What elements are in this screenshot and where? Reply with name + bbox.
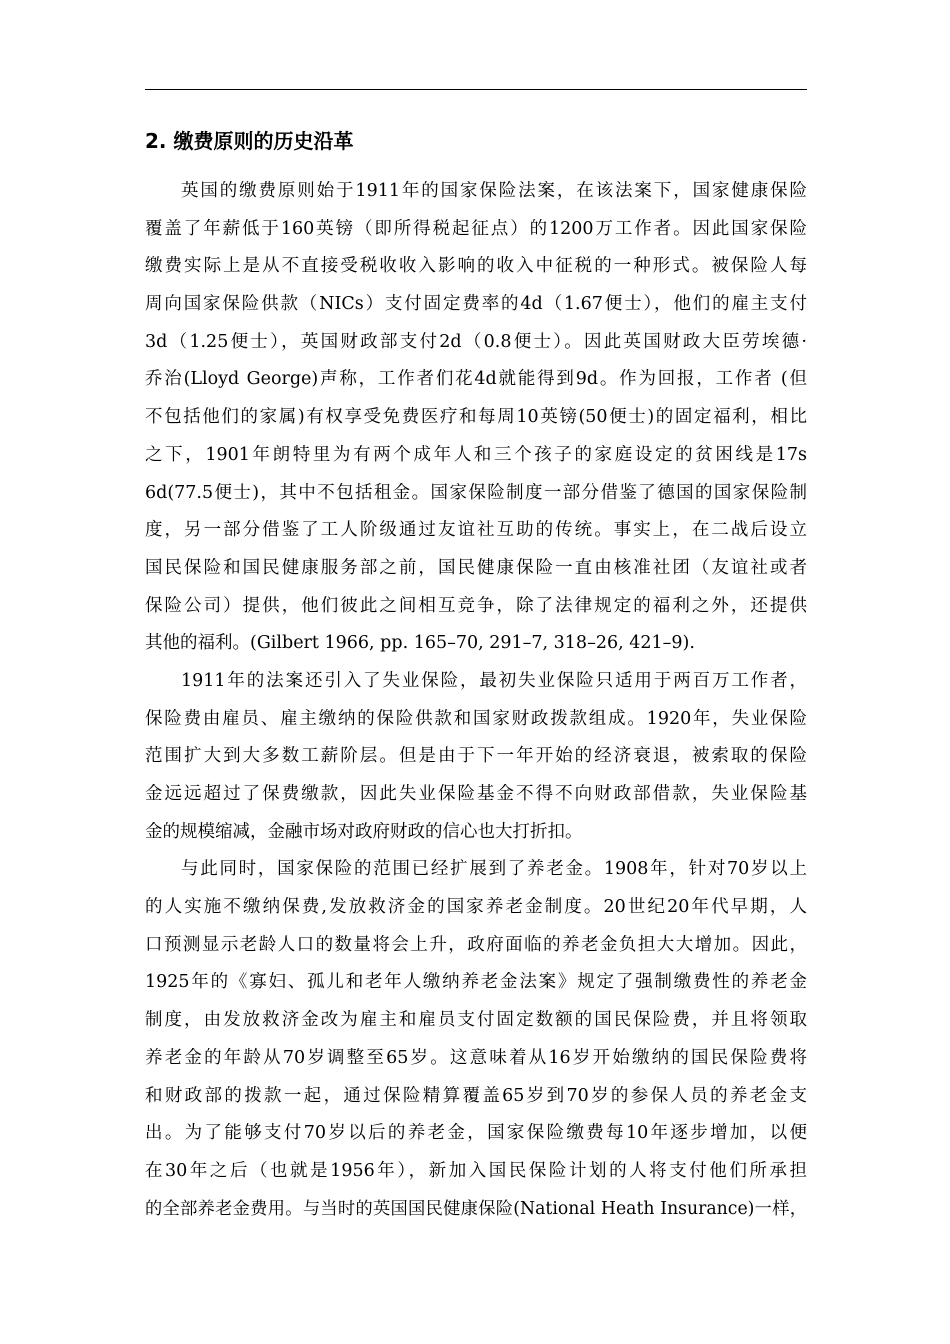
text-line: 的人实施不缴纳保费,发放救济金的国家养老金制度。20世纪20年代早期，人: [145, 897, 807, 918]
text-line: 覆盖了年薪低于160英镑（即所得税起征点）的1200万工作者。因此国家保险: [145, 218, 807, 239]
text-line: 金的规模缩减，金融市场对政府财政的信心也大打折扣。: [145, 821, 583, 842]
text-line: 口预测显示老龄人口的数量将会上升，政府面临的养老金负担大大增加。因此，: [145, 934, 807, 955]
text-line: 在30年之后（也就是1956年），新加入国民保险计划的人将支付他们所承担: [145, 1160, 807, 1181]
body-text: [145, 173, 807, 1228]
text-line: 的全部养老金费用。与当时的英国国民健康保险(National Heath Insurance)一样，: [145, 1198, 807, 1219]
text-line: 周向国家保险供款（NICs）支付固定费率的4d（1.67便士），他们的雇主支付: [145, 294, 807, 315]
text-line: 其他的福利。(Gilbert 1966, pp. 165–70, 291–7, 318–26, 421–9).: [145, 633, 695, 654]
paragraph-2: [145, 663, 807, 851]
text-line: 与此同时，国家保险的范围已经扩展到了养老金。1908年，针对70岁以上: [181, 859, 807, 880]
text-line: 不包括他们的家属)有权享受免费医疗和每周10英镑(50便士)的固定福利，相比: [145, 407, 807, 428]
text-line: 乔治(Lloyd George)声称，工作者们花4d就能得到9d。作为回报，工作者 (但: [145, 369, 807, 390]
text-line: 度，另一部分借鉴了工人阶级通过友谊社互助的传统。事实上，在二战后设立: [145, 520, 807, 541]
text-line: 出。为了能够支付70岁以后的养老金，国家保险缴费每10年逐步增加，以便: [145, 1123, 807, 1144]
text-line: 保险费由雇员、雇主缴纳的保险供款和国家财政拨款组成。1920年，失业保险: [145, 708, 807, 729]
paragraph-3: [145, 851, 807, 1228]
text-line: 制度，由发放救济金改为雇主和雇员支付固定数额的国民保险费，并且将领取: [145, 1010, 807, 1031]
text-line: 金远远超过了保费缴款，因此失业保险基金不得不向财政部借款，失业保险基: [145, 784, 807, 804]
text-line: 之下，1901年朗特里为有两个成年人和三个孩子的家庭设定的贫困线是17s: [145, 444, 807, 465]
text-line: 6d(77.5便士)，其中不包括租金。国家保险制度一部分借鉴了德国的国家保险制: [145, 482, 807, 503]
paragraph-1: [145, 173, 807, 663]
text-line: 和财政部的拨款一起，通过保险精算覆盖65岁到70岁的参保人员的养老金支: [145, 1085, 807, 1106]
text-line: 1911年的法案还引入了失业保险，最初失业保险只适用于两百万工作者，: [181, 670, 807, 691]
text-line: 英国的缴费原则始于1911年的国家保险法案，在该法案下，国家健康保险: [181, 181, 807, 201]
text-line: 范围扩大到大多数工薪阶层。但是由于下一年开始的经济衰退，被索取的保险: [145, 746, 807, 767]
header-rule: [145, 89, 807, 90]
text-line: 保险公司）提供，他们彼此之间相互竞争，除了法律规定的福利之外，还提供: [145, 595, 807, 616]
text-line: 3d（1.25便士），英国财政部支付2d（0.8便士）。因此英国财政大臣劳埃德·: [145, 331, 807, 352]
text-line: 1925年的《寡妇、孤儿和老年人缴纳养老金法案》规定了强制缴费性的养老金: [145, 972, 807, 993]
section-title: 2. 缴费原则的历史沿革: [145, 129, 354, 153]
text-line: 养老金的年龄从70岁调整至65岁。这意味着从16岁开始缴纳的国民保险费将: [145, 1047, 807, 1068]
text-line: 缴费实际上是从不直接受税收收入影响的收入中征税的一种形式。被保险人每: [145, 256, 807, 277]
text-line: 国民保险和国民健康服务部之前，国民健康保险一直由核准社团（友谊社或者: [145, 557, 807, 578]
